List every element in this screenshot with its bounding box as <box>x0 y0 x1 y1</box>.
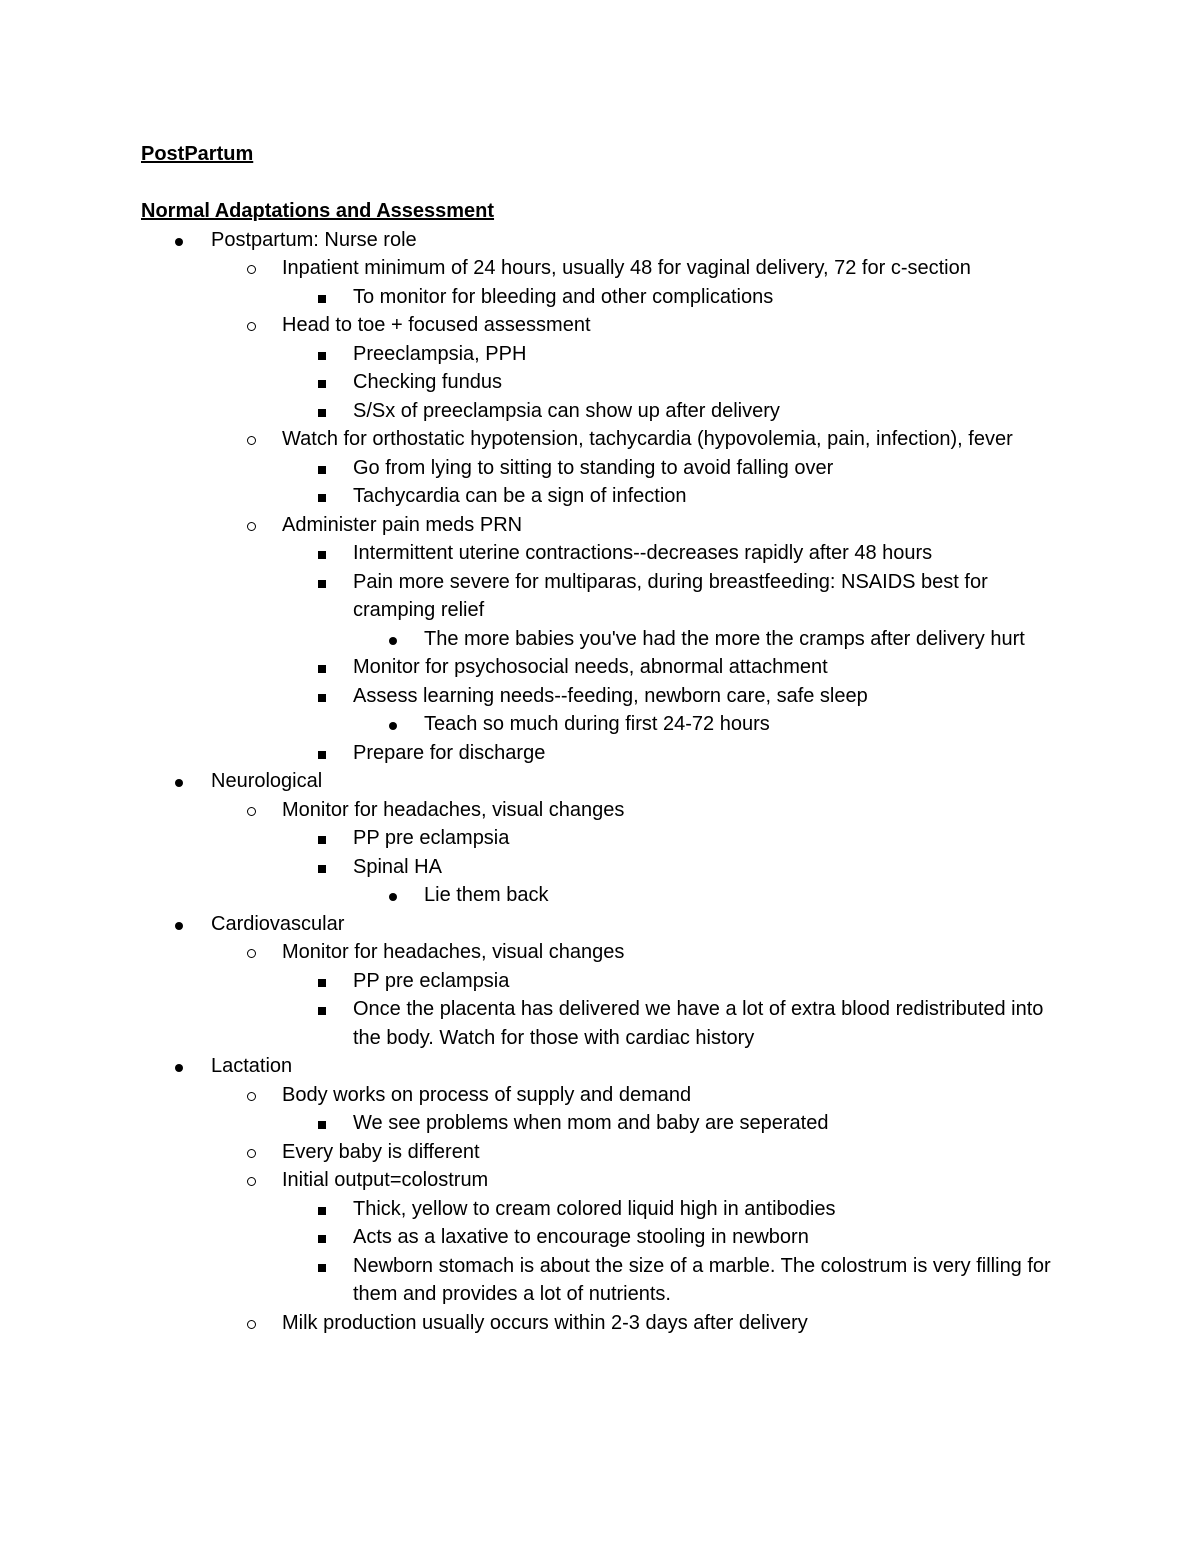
list-item-text: Inpatient minimum of 24 hours, usually 48 for vaginal delivery, 72 for c-section <box>282 257 971 279</box>
bullet-disc-icon <box>389 710 397 739</box>
list-item-text: The more babies you've had the more the cramps after delivery hurt <box>424 627 1025 650</box>
list-item-text: Neurological <box>211 770 323 792</box>
list-item <box>141 568 1071 625</box>
bullet-circle-icon <box>247 796 256 825</box>
list-item <box>141 283 1071 312</box>
list-item-text: Tachycardia can be a sign of infection <box>353 485 687 507</box>
bullet-square-icon <box>318 340 326 369</box>
bullet-disc-icon <box>389 881 397 910</box>
bullet-disc-icon <box>175 226 183 255</box>
list-item-text: Newborn stomach is about the size of a marble. The colostrum is very filling for them and provides a lot of nutrients. <box>353 1254 1051 1305</box>
list-item <box>141 1166 1071 1195</box>
list-item <box>141 625 1071 654</box>
list-item-text: Assess learning needs--feeding, newborn care, safe sleep <box>353 684 868 707</box>
bullet-circle-icon <box>247 254 256 283</box>
bullet-circle-icon <box>247 425 256 454</box>
list-item-text: Head to toe + focused assessment <box>282 314 591 336</box>
list-item <box>141 767 1071 796</box>
list-item <box>141 254 1071 283</box>
list-item <box>141 397 1071 426</box>
list-item-text: Prepare for discharge <box>353 741 546 764</box>
bullet-disc-icon <box>175 767 183 796</box>
list-item <box>141 824 1071 853</box>
bullet-square-icon <box>318 967 326 996</box>
list-item <box>141 853 1071 882</box>
list-item <box>141 454 1071 483</box>
list-item <box>141 311 1071 340</box>
list-item-text: Cardiovascular <box>211 912 345 935</box>
list-item-text: Acts as a laxative to encourage stooling in newborn <box>353 1226 809 1248</box>
list-item <box>141 1052 1071 1081</box>
bullet-square-icon <box>318 283 326 312</box>
bullet-circle-icon <box>247 938 256 967</box>
list-item <box>141 1309 1071 1338</box>
document-title: PostPartum <box>141 143 254 165</box>
bullet-square-icon <box>318 454 326 483</box>
list-item-text: Monitor for headaches, visual changes <box>282 798 625 821</box>
list-item-text: Monitor for headaches, visual changes <box>282 941 625 963</box>
list-item-text: Once the placenta has delivered we have a lot of extra blood redistributed into the body. Watch for those with cardiac history <box>353 998 1044 1049</box>
outline-list <box>141 226 1071 1338</box>
list-item <box>141 653 1071 682</box>
list-item <box>141 739 1071 768</box>
list-item <box>141 425 1071 454</box>
bullet-square-icon <box>318 1223 326 1252</box>
bullet-disc-icon <box>389 625 397 654</box>
list-item-text: Postpartum: Nurse role <box>211 228 417 251</box>
bullet-square-icon <box>318 995 326 1024</box>
bullet-square-icon <box>318 853 326 882</box>
list-item <box>141 1109 1071 1138</box>
bullet-square-icon <box>318 397 326 426</box>
list-item <box>141 482 1071 511</box>
bullet-circle-icon <box>247 1081 256 1110</box>
list-item-text: Checking fundus <box>353 371 502 393</box>
list-item-text: We see problems when mom and baby are seperated <box>353 1112 829 1134</box>
list-item <box>141 881 1071 910</box>
bullet-square-icon <box>318 682 326 711</box>
list-item-text: Pain more severe for multiparas, during breastfeeding: NSAIDS best for cramping relief <box>353 570 988 621</box>
bullet-square-icon <box>318 824 326 853</box>
list-item-text: Body works on process of supply and demand <box>282 1083 692 1106</box>
list-item-text: Intermittent uterine contractions--decreases rapidly after 48 hours <box>353 542 933 564</box>
list-item <box>141 710 1071 739</box>
list-item <box>141 910 1071 939</box>
list-item-text: Lactation <box>211 1055 293 1077</box>
bullet-disc-icon <box>175 910 183 939</box>
bullet-square-icon <box>318 539 326 568</box>
list-item-text: Every baby is different <box>282 1140 480 1163</box>
bullet-circle-icon <box>247 1138 256 1167</box>
list-item-text: Go from lying to sitting to standing to avoid falling over <box>353 456 834 479</box>
list-item <box>141 1138 1071 1167</box>
list-item <box>141 967 1071 996</box>
list-item-text: Spinal HA <box>353 855 442 878</box>
list-item <box>141 1252 1071 1309</box>
list-item <box>141 1081 1071 1110</box>
bullet-circle-icon <box>247 311 256 340</box>
bullet-circle-icon <box>247 511 256 540</box>
list-item <box>141 340 1071 369</box>
section-heading: Normal Adaptations and Assessment <box>141 200 495 222</box>
bullet-square-icon <box>318 568 326 597</box>
list-item-text: Initial output=colostrum <box>282 1169 489 1191</box>
list-item-text: Milk production usually occurs within 2-3 days after delivery <box>282 1311 808 1334</box>
list-item-text: Administer pain meds PRN <box>282 513 523 536</box>
list-item <box>141 511 1071 540</box>
list-item-text: PP pre eclampsia <box>353 827 510 849</box>
list-item <box>141 796 1071 825</box>
list-item-text: Lie them back <box>424 884 549 906</box>
list-item <box>141 938 1071 967</box>
list-item <box>141 226 1071 255</box>
list-item <box>141 995 1071 1052</box>
bullet-square-icon <box>318 1252 326 1281</box>
list-item <box>141 1195 1071 1224</box>
list-item-text: S/Sx of preeclampsia can show up after delivery <box>353 399 780 422</box>
bullet-square-icon <box>318 739 326 768</box>
bullet-square-icon <box>318 653 326 682</box>
bullet-square-icon <box>318 1109 326 1138</box>
bullet-square-icon <box>318 482 326 511</box>
list-item-text: Preeclampsia, PPH <box>353 342 527 365</box>
list-item-text: Thick, yellow to cream colored liquid high in antibodies <box>353 1197 836 1220</box>
list-item <box>141 682 1071 711</box>
list-item-text: Teach so much during first 24-72 hours <box>424 713 770 735</box>
bullet-square-icon <box>318 1195 326 1224</box>
bullet-circle-icon <box>247 1166 256 1195</box>
bullet-circle-icon <box>247 1309 256 1338</box>
document-body <box>141 140 1071 1337</box>
list-item-text: To monitor for bleeding and other complications <box>353 285 774 308</box>
list-item <box>141 1223 1071 1252</box>
bullet-disc-icon <box>175 1052 183 1081</box>
list-item-text: PP pre eclampsia <box>353 969 510 992</box>
list-item-text: Monitor for psychosocial needs, abnormal attachment <box>353 656 828 678</box>
list-item <box>141 539 1071 568</box>
list-item <box>141 368 1071 397</box>
bullet-square-icon <box>318 368 326 397</box>
list-item-text: Watch for orthostatic hypotension, tachycardia (hypovolemia, pain, infection), fever <box>282 428 1013 450</box>
